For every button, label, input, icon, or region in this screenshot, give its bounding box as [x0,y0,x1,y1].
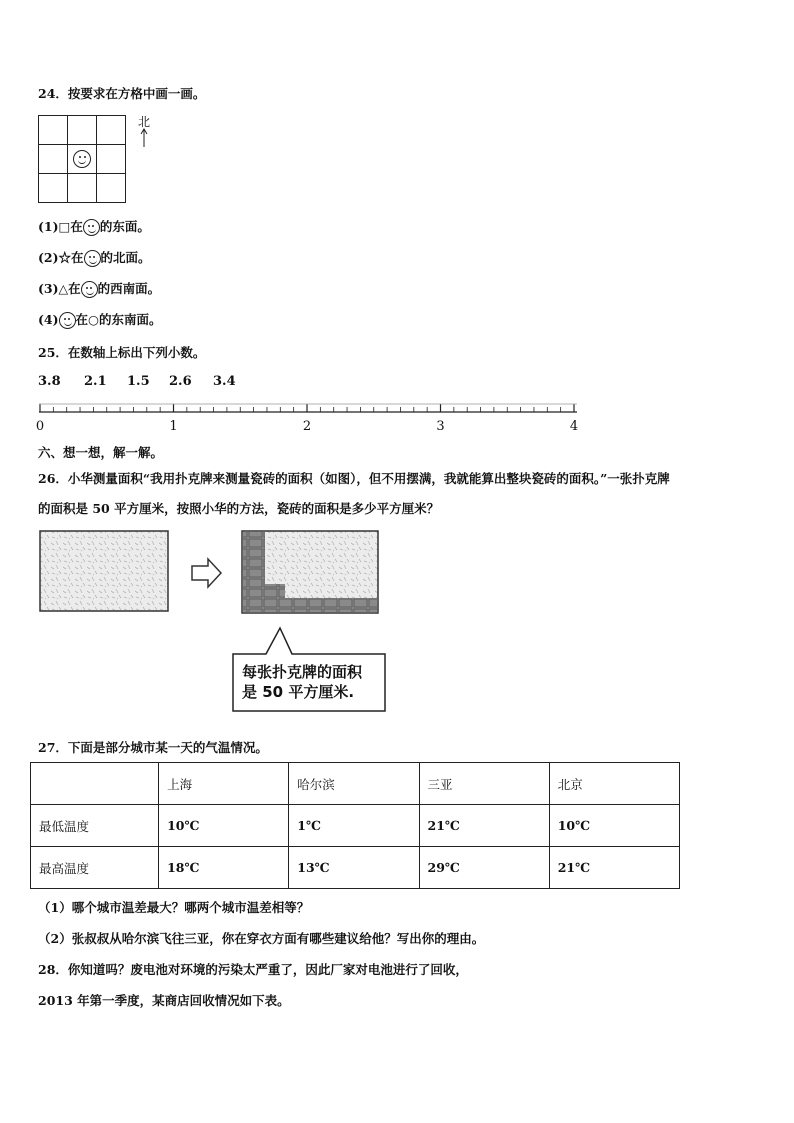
grid-cell[interactable] [39,174,68,203]
north-arrow-icon [139,128,149,148]
table-row [31,847,680,889]
number-line-label: 2 [302,419,312,434]
q27-sub-1: （1）哪个城市温差最大？哪两个城市温差相等？ [38,900,310,915]
table-cell: 10℃ [159,805,289,847]
q27-title: 27．下面是部分城市某一天的气温情况。 [38,740,268,755]
table-header-cell: 哈尔滨 [289,763,419,805]
row-label: 最低温度 [31,805,159,847]
table-cell: 10℃ [549,805,679,847]
table-cell: 29℃ [419,847,549,889]
table-header-cell: 上海 [159,763,289,805]
grid-cell[interactable] [39,116,68,145]
number-line-label: 3 [436,419,445,434]
smiley-icon [73,150,91,168]
number-line-label: 0 [36,419,45,434]
grid-cell[interactable] [97,174,126,203]
number-line-ticks [40,404,574,412]
arrow-right-icon [192,559,221,587]
table-header-row [31,763,680,805]
q28-line2: 2013 年第一季度，某商店回收情况如下表。 [38,993,290,1008]
decimal-value: 1.5 [127,374,150,389]
decimal-list [38,374,253,389]
q28-line1: 28．你知道吗？废电池对环境的污染太严重了，因此厂家对电池进行了回收， [38,962,468,977]
cards-step [265,584,285,612]
q27-sub-2: （2）张叔叔从哈尔滨飞往三亚，你在穿衣方面有哪些建议给他？写出你的理由。 [38,931,485,946]
tile-image [40,531,168,611]
callout-line-1: 每张扑克牌的面积 [242,663,363,681]
grid-cell[interactable] [68,174,97,203]
cards-column [243,532,265,612]
decimal-value: 3.4 [213,374,236,389]
number-line[interactable] [36,400,586,436]
decimal-value: 2.6 [169,374,192,389]
table-cell: 18℃ [159,847,289,889]
callout-line-2: 是 50 平方厘米. [242,683,355,701]
table-cell: 1℃ [289,805,419,847]
smiley-icon [84,250,101,267]
number-line-label: 1 [169,419,178,434]
decimal-value: 3.8 [38,374,61,389]
grid-cell[interactable] [97,145,126,174]
table-header-cell: 北京 [549,763,679,805]
row-label: 最高温度 [31,847,159,889]
section-title: 六、想一想，解一解。 [38,445,164,460]
table-row [31,805,680,847]
grid-cell[interactable] [68,116,97,145]
q24-item-1: (1)□在 的东面。 [38,219,150,234]
smiley-icon [83,219,100,236]
table-cell: 21℃ [549,847,679,889]
smiley-icon [81,281,98,298]
q24-title: 24．按要求在方格中画一画。 [38,86,206,101]
q24-item-3: (3)△在 的西南面。 [38,281,161,296]
q24-item-4: (4) 在○的东南面。 [38,312,162,327]
grid-cell-center[interactable] [68,145,97,174]
decimal-value: 2.1 [84,374,107,389]
q24-item-2: (2)☆在 的北面。 [38,250,151,265]
q26-line2: 的面积是 50 平方厘米，按照小华的方法，瓷砖的面积是多少平方厘米？ [38,501,440,516]
cards-row [285,598,377,612]
table-header-cell: 三亚 [419,763,549,805]
north-label: 北 [138,115,151,129]
grid-cell[interactable] [39,145,68,174]
table-cell: 21℃ [419,805,549,847]
q25-title: 25．在数轴上标出下列小数。 [38,345,206,360]
table-header-cell [31,763,159,805]
number-line-label: 4 [569,419,579,434]
number-line-labels [36,419,578,434]
grid-cell[interactable] [97,116,126,145]
direction-grid [38,115,126,203]
temperature-table [30,762,680,889]
q26-line1: 26．小华测量面积“我用扑克牌来测量瓷砖的面积（如图），但不用摆满，我就能算出整块瓷砖的面积。”一张扑克牌 [38,471,670,486]
smiley-icon [59,312,76,329]
table-cell: 13℃ [289,847,419,889]
